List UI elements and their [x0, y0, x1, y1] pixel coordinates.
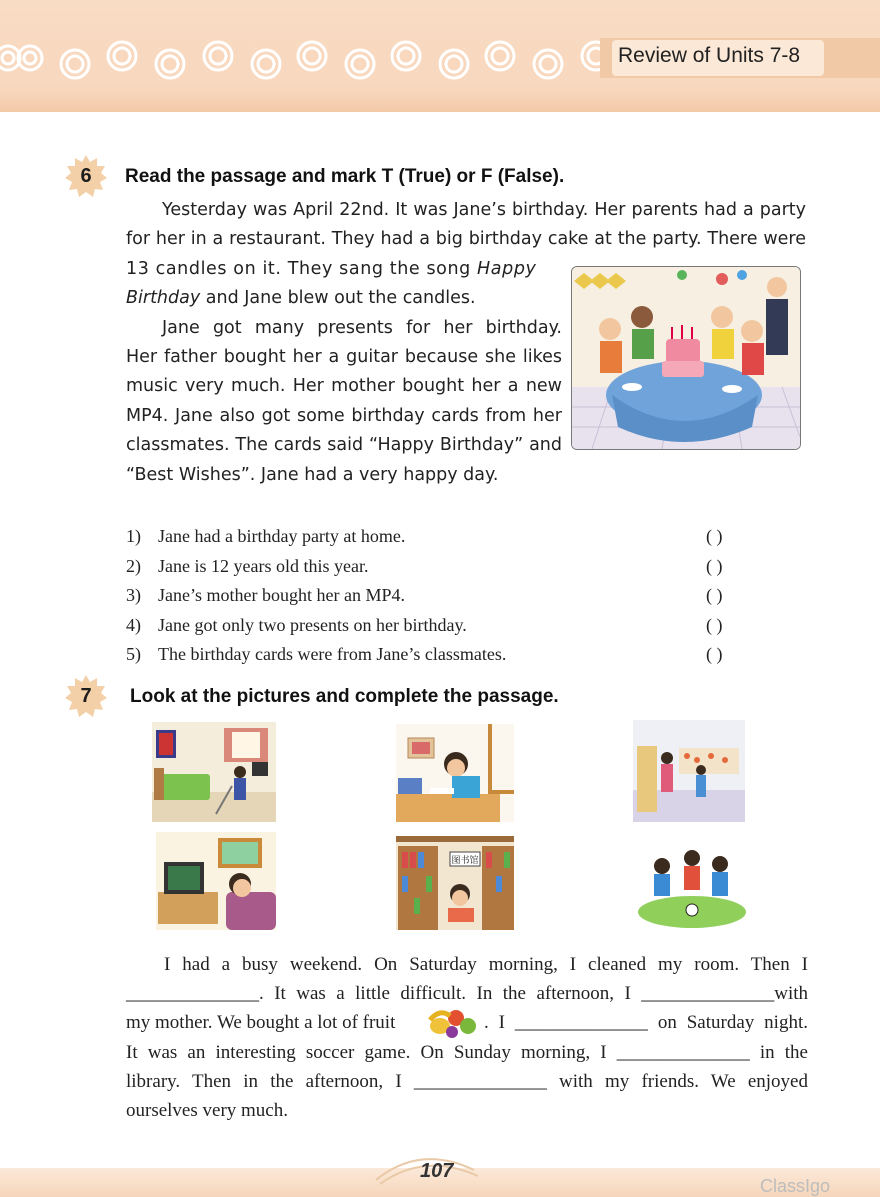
- picture-playing-football: [636, 846, 746, 930]
- picture-cleaning-room: [152, 722, 276, 822]
- exercise-7-number: 7: [80, 684, 92, 707]
- exercise-6-badge: [64, 154, 108, 198]
- picture-doing-homework: [396, 724, 514, 822]
- question-row: 3) Jane’s mother bought her an MP4. ( ): [126, 585, 723, 605]
- passage-line: MP4. Jane also got some birthday cards from her: [126, 405, 562, 426]
- birthday-party-illustration: [571, 266, 801, 450]
- song-title: Happy: [477, 258, 537, 279]
- question-row: 2) Jane is 12 years old this year. ( ): [126, 555, 723, 576]
- question-row: 1) Jane had a birthday party at home. ( ): [126, 526, 723, 546]
- passage-line: for her in a restaurant. They had a big birthday cake at the party. There were: [126, 229, 806, 250]
- answer-blank[interactable]: ( ): [706, 614, 723, 635]
- question-row: 5) The birthday cards were from Jane’s classmates. ( ): [126, 644, 723, 664]
- picture-shopping: [633, 720, 745, 822]
- passage-line: 13 candles on it. They sang the song Happy: [126, 258, 537, 279]
- picture-watching-tv: [156, 832, 276, 930]
- picture-library: [396, 836, 514, 930]
- watermark: ClassIgo: [760, 1176, 831, 1196]
- passage-line: “Best Wishes”. Jane had a very happy day.: [126, 464, 499, 485]
- passage-line[interactable]: library. Then in the afternoon, I ______________ with my friends. We enjoyed: [126, 1070, 808, 1092]
- answer-blank[interactable]: ( ): [706, 585, 723, 605]
- fruit-icon: [426, 1004, 480, 1040]
- page-number: 107: [420, 1160, 454, 1182]
- section-title: Review of Units 7-8: [618, 44, 801, 67]
- passage-line: I had a busy weekend. On Saturday morning, I cleaned my room. Then I: [164, 954, 808, 975]
- song-title-cont: Birthday: [126, 288, 201, 309]
- passage-line[interactable]: . I ______________ on Saturday night.: [484, 1012, 808, 1034]
- passage-line: Jane got many presents for her birthday.: [162, 317, 562, 338]
- passage-line: ourselves very much.: [126, 1100, 288, 1121]
- question-row: 4) Jane got only two presents on her birthday. ( ): [126, 614, 723, 635]
- answer-blank[interactable]: ( ): [706, 526, 723, 546]
- passage-line[interactable]: It was an interesting soccer game. On Sunday morning, I ______________ in the: [126, 1041, 808, 1063]
- decorative-rings: [0, 38, 640, 82]
- passage-line: Her father bought her a guitar because she likes: [126, 347, 562, 367]
- passage-line[interactable]: ______________. It was a little difficult. In the afternoon, I ______________with: [126, 983, 808, 1005]
- exercise-7-badge: [64, 674, 108, 718]
- passage-line: my mother. We bought a lot of fruit: [126, 1012, 396, 1034]
- passage-line: Yesterday was April 22nd. It was Jane’s birthday. Her parents had a party: [162, 200, 806, 220]
- passage-line: Birthday and Jane blew out the candles.: [126, 288, 476, 309]
- exercise-7-instruction: Look at the pictures and complete the passage.: [130, 686, 559, 707]
- answer-blank[interactable]: ( ): [706, 644, 723, 664]
- library-sign: 图书馆: [451, 856, 479, 866]
- exercise-7-passage: [126, 954, 808, 1124]
- answer-blank[interactable]: ( ): [706, 555, 723, 576]
- passage-line: classmates. The cards said “Happy Birthday” and: [126, 435, 562, 456]
- passage-line: music very much. Her mother bought her a new: [126, 376, 562, 397]
- exercise-6-number: 6: [80, 164, 92, 187]
- exercise-6-instruction: Read the passage and mark T (True) or F (False).: [125, 166, 565, 187]
